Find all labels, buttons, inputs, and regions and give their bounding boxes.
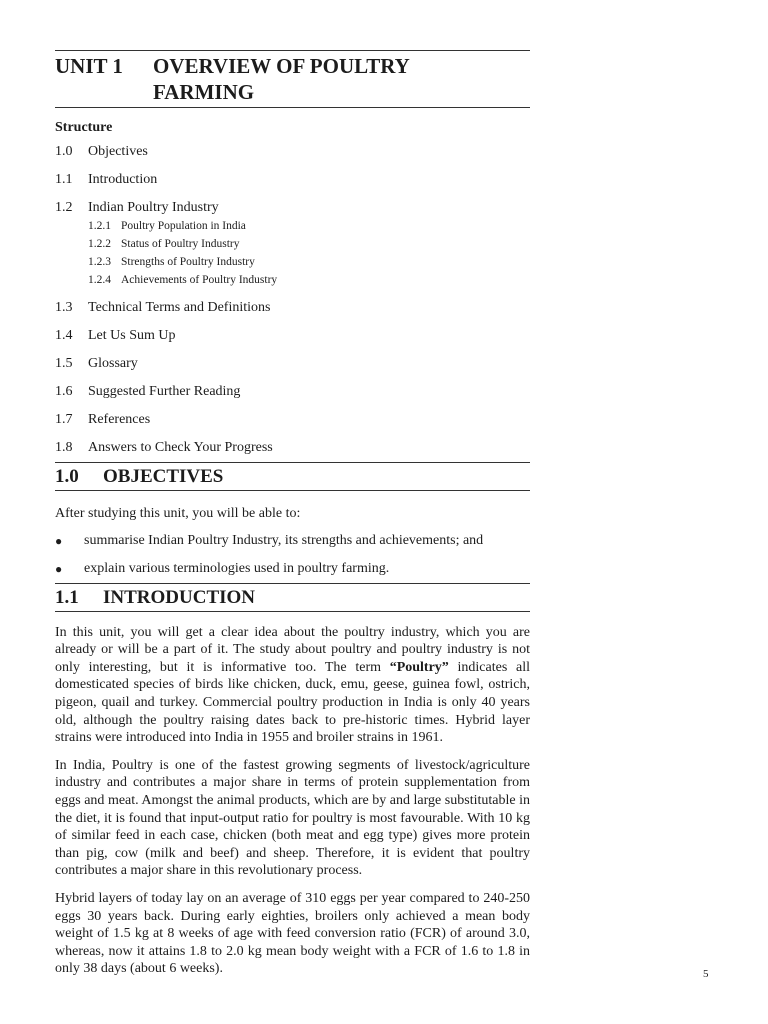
objective-bullet: ● explain various terminologies used in poultry farming. (55, 561, 530, 583)
toc-item[interactable]: 1.3 Technical Terms and Definitions (55, 300, 271, 315)
objectives-bottom-rule (55, 490, 530, 491)
toc-item[interactable]: 1.4 Let Us Sum Up (55, 328, 176, 343)
unit-title: OVERVIEW OF POULTRY FARMING (153, 54, 410, 104)
unit-number: UNIT 1 (55, 54, 123, 78)
bullet-icon: ● (55, 561, 63, 576)
toc-item[interactable]: 1.7 References (55, 412, 151, 427)
document-page (55, 50, 530, 988)
table-of-contents (55, 144, 530, 462)
objective-bullet: ● summarise Indian Poultry Industry, its strengths and achievements; and (55, 533, 530, 561)
page-number: 5 (703, 968, 709, 980)
intro-paragraph-2: In India, Poultry is one of the fastest growing segments of livestock/agriculture industry and contributes a major share in terms of protein supplementation from eggs and meat. Amongst the animal products, which are by and large substitutable in the diet, it is found that input-output ratio for poultry is most favourable. With 10 kg of similar feed in each case, chicken (both meat and egg type) gives more protein than pig, cow (milk and beef) and sheep. Therefore, it is evident that poultry contributes a major share in this revolutionary process. (55, 757, 530, 879)
toc-subitem[interactable]: 1.2.3 Strengths of Poultry Industry (88, 256, 255, 268)
toc-item[interactable]: 1.5 Glossary (55, 356, 138, 371)
intro-paragraph-3: Hybrid layers of today lay on an average of 310 eggs per year compared to 240-250 eggs 30 years back. During early eighties, broilers only achieved a mean body weight of 1.5 kg at 8 weeks of age with feed conversion ratio (FCR) of around 3.0, whereas, now it attains 1.8 to 2.0 kg mean body weight with a FCR of 1.6 to 1.8 in only 38 days (about 6 weeks). (55, 890, 530, 977)
toc-subitem[interactable]: 1.2.2 Status of Poultry Industry (88, 238, 240, 250)
intro-paragraph-1: In this unit, you will get a clear idea about the poultry industry, which you are already or will be a part of it. The study about poultry and poultry industry is not only interesting, but it is informative too. The term “Poultry” indicates all domesticated species of birds like chicken, duck, emu, geese, guinea fowl, ostrich, pigeon, quail and turkey. Commercial poultry production in India is only 40 years old, although the poultry raising dates back to pre-historic times. Hybrid layer strains were introduced into India in 1955 and broiler strains in 1961. (55, 624, 530, 746)
toc-sublist (55, 220, 530, 292)
toc-item[interactable]: 1.8 Answers to Check Your Progress (55, 440, 273, 455)
toc-item[interactable]: 1.1 Introduction (55, 172, 158, 187)
toc-item[interactable]: 1.0 Objectives (55, 144, 148, 159)
toc-subitem[interactable]: 1.2.4 Achievements of Poultry Industry (88, 274, 278, 286)
bullet-icon: ● (55, 533, 63, 548)
structure-label: Structure (55, 120, 113, 135)
introduction-heading: 1.1 INTRODUCTION (55, 586, 256, 608)
poultry-term: “Poultry” (389, 659, 449, 675)
unit-heading-rule (55, 107, 530, 108)
unit-heading (55, 51, 530, 107)
toc-subitem[interactable]: 1.2.1 Poultry Population in India (88, 220, 246, 232)
objectives-heading: 1.0 OBJECTIVES (55, 466, 224, 487)
objectives-intro: After studying this unit, you will be able to: (55, 506, 301, 521)
introduction-bottom-rule (55, 611, 530, 612)
toc-item[interactable]: 1.2 Indian Poultry Industry (55, 200, 219, 215)
toc-item[interactable]: 1.6 Suggested Further Reading (55, 384, 241, 399)
